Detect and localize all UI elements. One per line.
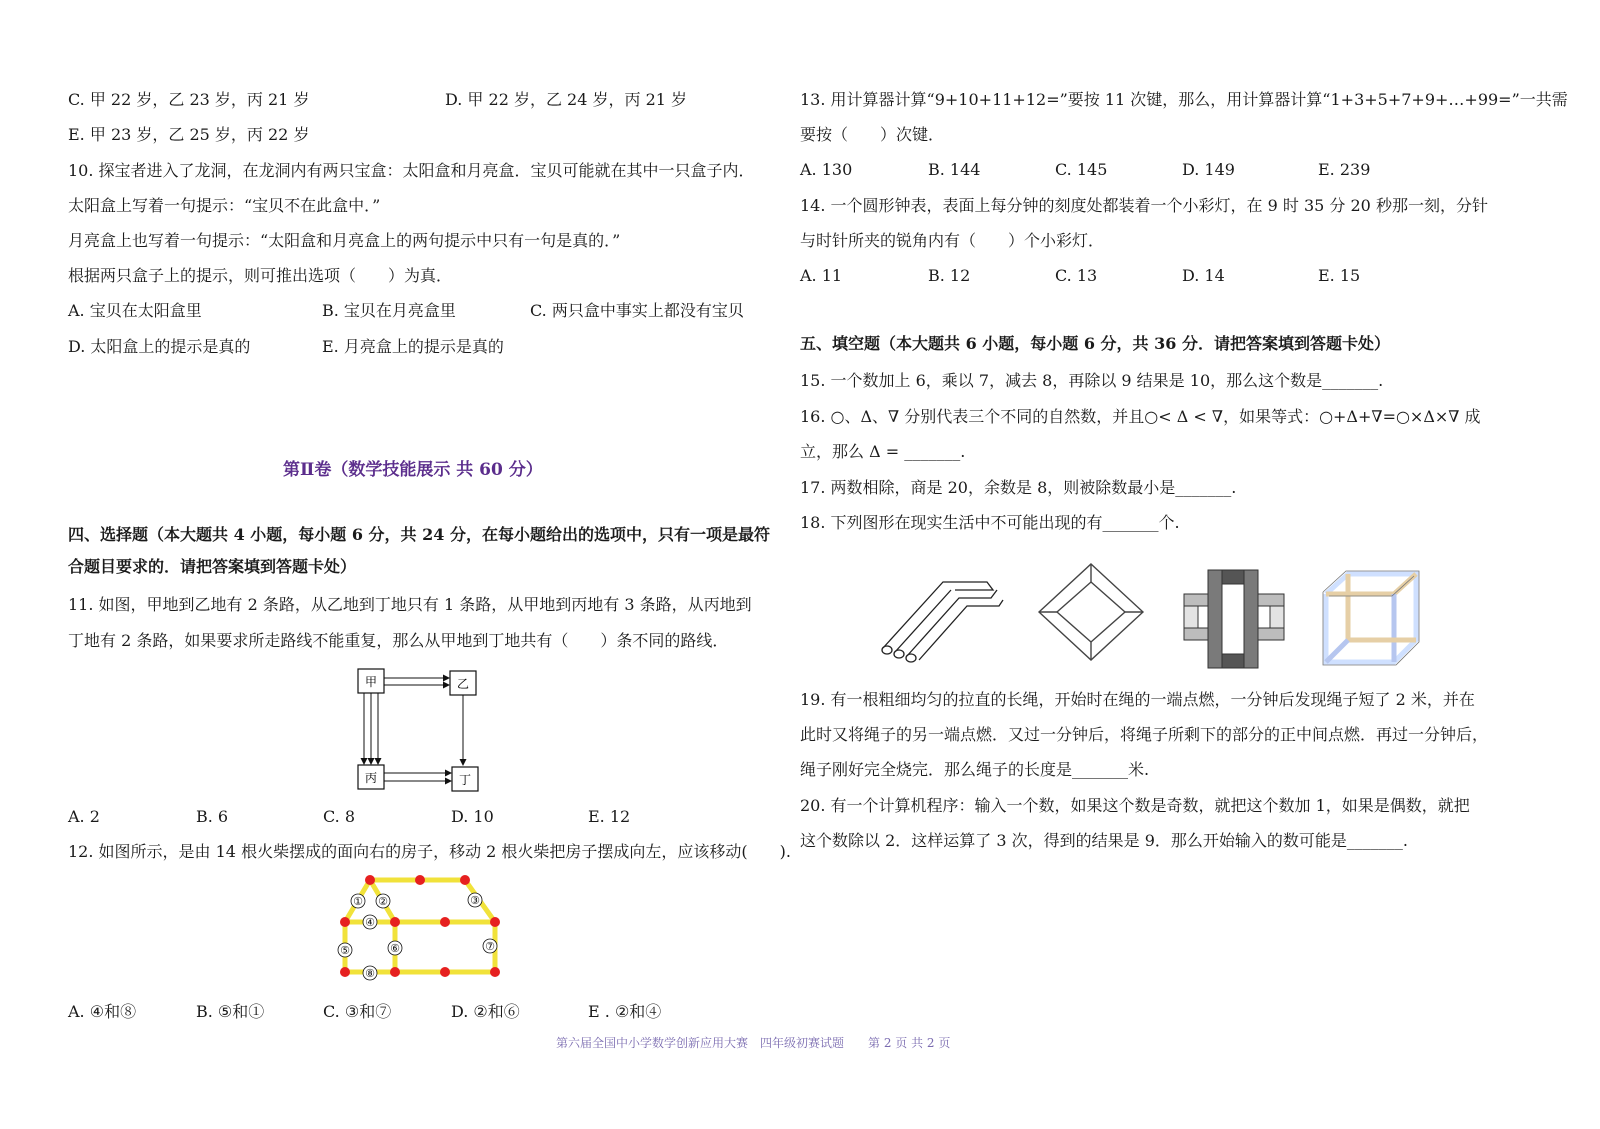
q11-option-e: E. 12 (588, 807, 631, 826)
q10-stem-line4: 根据两只盒子上的提示，则可推出选项（ ）为真． (68, 266, 453, 285)
section5-heading: 五、填空题（本大题共 6 小题，每小题 6 分，共 36 分．请把答案填到答题卡处） (800, 334, 1390, 353)
q12-option-e: E . ②和④ (588, 1002, 662, 1021)
match-label-3: ③ (470, 894, 480, 907)
match-label-4: ④ (365, 916, 375, 929)
impossible-cube-figure (1318, 568, 1424, 670)
q17: 17. 两数相除，商是 20，余数是 8，则被除数最小是_______. (800, 478, 1237, 497)
q11-option-b: B. 6 (196, 807, 229, 826)
impossible-square-figure (1035, 560, 1147, 665)
q9-option-e: E. 甲 23 岁，乙 25 岁，丙 22 岁 (68, 125, 310, 144)
match-label-5: ⑤ (340, 944, 350, 957)
q16-line1: 16. ○、Δ、∇ 分别代表三个不同的自然数，并且○< Δ < ∇，如果等式：○+Δ+∇=○×Δ×∇ 成 (800, 407, 1481, 426)
q12-option-a: A. ④和⑧ (68, 1002, 137, 1021)
q10-option-d: D. 太阳盒上的提示是真的 (68, 337, 251, 356)
q13-stem-line2: 要按（ ）次键． (800, 125, 945, 144)
q13-option-a: A. 130 (800, 160, 853, 179)
q20-line2: 这个数除以 2．这样运算了 3 次，得到的结果是 9．那么开始输入的数可能是_______. (800, 831, 1408, 850)
q12-stem: 12. 如图所示，是由 14 根火柴摆成的面向右的房子，移动 2 根火柴把房子摆成向左，应该移动( ). (68, 842, 791, 861)
q11-stem-line1: 11. 如图，甲地到乙地有 2 条路，从乙地到丁地只有 1 条路，从甲地到丙地有 3 条路，从丙地到 (68, 595, 752, 614)
q11-route-diagram (355, 665, 485, 795)
match-label-1: ① (353, 895, 363, 908)
q15: 15. 一个数加上 6，乘以 7，减去 8，再除以 9 结果是 10，那么这个数是_______. (800, 371, 1384, 390)
match-head (340, 967, 350, 977)
match-label-7: ⑦ (485, 940, 495, 953)
match-head (490, 967, 500, 977)
q11-option-a: A. 2 (68, 807, 100, 826)
node-yi: 乙 (456, 677, 470, 691)
match-head (490, 917, 500, 927)
q9-option-c: C. 甲 22 岁，乙 23 岁，丙 21 岁 (68, 90, 310, 109)
match-head (340, 917, 350, 927)
match-label-8: ⑧ (365, 967, 375, 980)
match-head (460, 875, 470, 885)
match-label-2: ② (378, 895, 388, 908)
node-bing: 丙 (364, 771, 378, 785)
q14-option-e: E. 15 (1318, 266, 1361, 285)
q9-option-d: D. 甲 22 岁，乙 24 岁，丙 21 岁 (445, 90, 688, 109)
q12-matchstick-house (330, 870, 510, 982)
q11-stem-line2: 丁地有 2 条路，如果要求所走路线不能重复，那么从甲地到丁地共有（ ）条不同的路线． (68, 631, 729, 650)
match-head (415, 875, 425, 885)
q10-option-c: C. 两只盒中事实上都没有宝贝 (530, 301, 744, 320)
q16-line2: 立，那么 Δ = _______. (800, 442, 966, 461)
section4-heading-line2: 合题目要求的．请把答案填到答题卡处） (68, 557, 357, 576)
q10-option-e: E. 月亮盒上的提示是真的 (322, 337, 504, 356)
page-footer: 第六届全国中小学数学创新应用大赛 四年级初赛试题 第 2 页 共 2 页 (556, 1036, 951, 1050)
q14-stem-line1: 14. 一个圆形钟表，表面上每分钟的刻度处都装着一个小彩灯，在 9 时 35 分 20 秒那一刻，分针 (800, 196, 1488, 215)
q20-line1: 20. 有一个计算机程序：输入一个数，如果这个数是奇数，就把这个数加 1，如果是偶数，就把 (800, 796, 1470, 815)
section2-title: 第Ⅱ卷（数学技能展示 共 60 分） (283, 460, 543, 480)
q13-option-b: B. 144 (928, 160, 981, 179)
q11-option-d: D. 10 (451, 807, 494, 826)
match-head (440, 917, 450, 927)
q19-line3: 绳子刚好完全烧完．那么绳子的长度是_______米. (800, 760, 1150, 779)
q14-stem-line2: 与时针所夹的锐角内有（ ）个小彩灯． (800, 231, 1105, 250)
match-head (390, 917, 400, 927)
match-head (440, 967, 450, 977)
q14-option-a: A. 11 (800, 266, 843, 285)
q12-option-c: C. ③和⑦ (323, 1002, 392, 1021)
q10-stem-line1: 10. 探宝者进入了龙洞，在龙洞内有两只宝盒：太阳盒和月亮盒．宝贝可能就在其中一只盒子内． (68, 161, 755, 180)
q10-option-b: B. 宝贝在月亮盒里 (322, 301, 456, 320)
impossible-trident-figure (875, 560, 1005, 665)
q10-stem-line3: 月亮盒上也写着一句提示：“太阳盒和月亮盒上的两句提示中只有一句是真的．” (68, 231, 621, 250)
q11-option-c: C. 8 (323, 807, 356, 826)
q13-option-d: D. 149 (1182, 160, 1235, 179)
q10-stem-line2: 太阳盒上写着一句提示：“宝贝不在此盒中．” (68, 196, 381, 215)
q13-option-e: E. 239 (1318, 160, 1371, 179)
section4-heading-line1: 四、选择题（本大题共 4 小题，每小题 6 分，共 24 分，在每小题给出的选项中，只有一项是最符 (68, 525, 770, 544)
q14-option-c: C. 13 (1055, 266, 1098, 285)
match-head (390, 967, 400, 977)
q14-option-b: B. 12 (928, 266, 971, 285)
q10-option-a: A. 宝贝在太阳盒里 (68, 301, 202, 320)
q13-option-c: C. 145 (1055, 160, 1108, 179)
q12-option-d: D. ②和⑥ (451, 1002, 520, 1021)
impossible-knot-figure (1182, 568, 1288, 670)
q19-line2: 此时又将绳子的另一端点燃．又过一分钟后，将绳子所剩下的部分的正中间点燃．再过一分钟后， (800, 725, 1489, 744)
match-head (365, 875, 375, 885)
q12-option-b: B. ⑤和① (196, 1002, 265, 1021)
q14-option-d: D. 14 (1182, 266, 1225, 285)
match-label-6: ⑥ (390, 942, 400, 955)
q18: 18. 下列图形在现实生活中不可能出现的有_______个. (800, 513, 1180, 532)
node-jia: 甲 (364, 675, 378, 689)
q13-stem-line1: 13. 用计算器计算“9+10+11+12=”要按 11 次键，那么，用计算器计算“1+3+5+7+9+…+99=”一共需 (800, 90, 1568, 109)
q19-line1: 19. 有一根粗细均匀的拉直的长绳，开始时在绳的一端点燃，一分钟后发现绳子短了 2 米，并在 (800, 690, 1475, 709)
node-ding: 丁 (458, 773, 472, 787)
